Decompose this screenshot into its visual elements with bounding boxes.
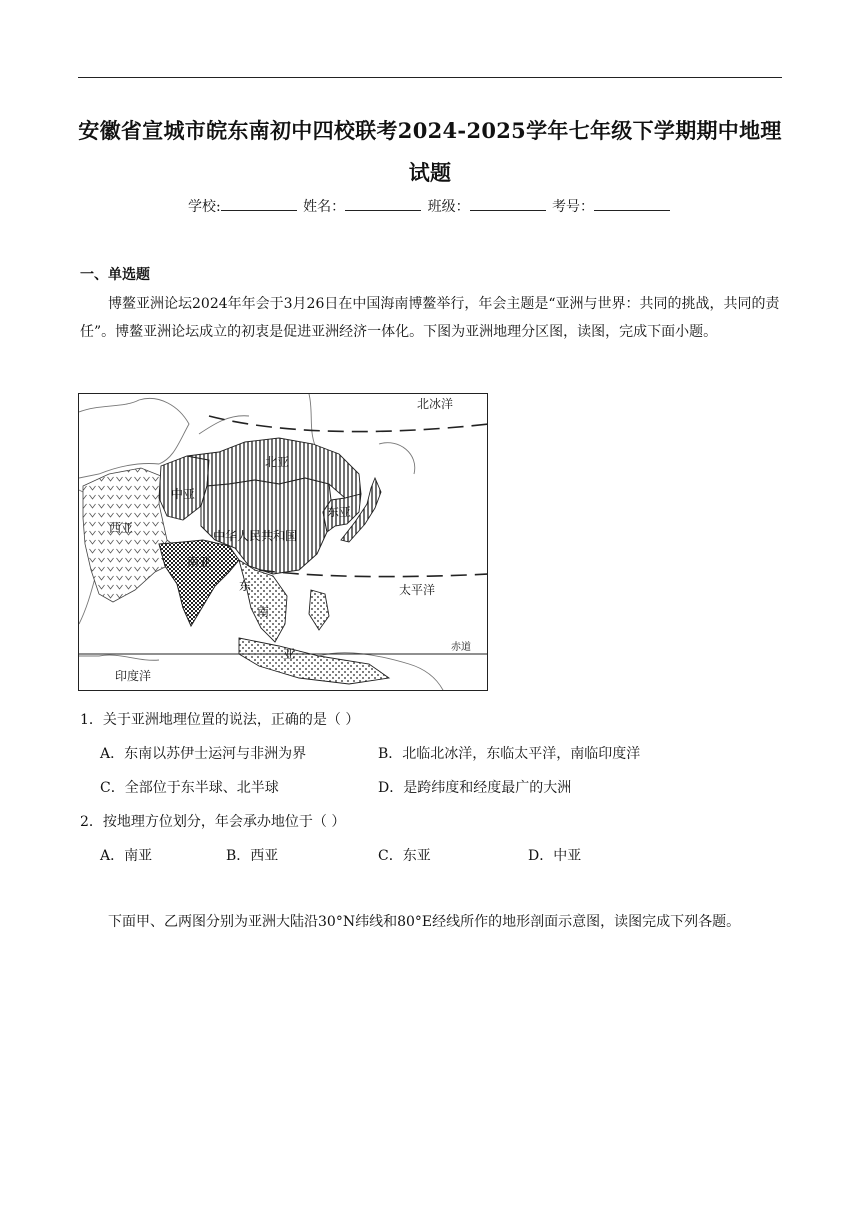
question-2-stem: 2．按地理方位划分，年会承办地位于（ ） — [80, 814, 346, 830]
philippines — [309, 590, 329, 630]
label-central-asia: 中亚 — [171, 487, 196, 501]
label-pacific: 太平洋 — [399, 583, 436, 597]
q1-option-c[interactable]: C．全部位于东半球、北半球 — [100, 780, 279, 796]
arctic-circle-line — [209, 416, 488, 432]
label-sea-dong: 东 — [239, 579, 252, 593]
q1-option-a[interactable]: A．东南以苏伊士运河与非洲为界 — [100, 746, 307, 762]
label-east-asia: 东亚 — [327, 505, 352, 519]
label-sea-nan: 南 — [257, 605, 270, 619]
asia-region-map — [78, 393, 488, 691]
class-blank[interactable] — [470, 197, 546, 211]
label-china: 中华人民共和国 — [213, 529, 298, 543]
q2-option-c[interactable]: C．东亚 — [378, 848, 431, 864]
sea-islands — [239, 638, 389, 684]
passage-1: 博鳌亚洲论坛2024年年会于3月26日在中国海南博鳌举行，年会主题是“亚洲与世界：共同的挑战，共同的责任”。博鳌亚洲论坛成立的初衷是促进亚洲经济一体化。下图为亚洲地理分区图，读图，完成下面小题。 — [80, 296, 780, 340]
name-label: 姓名： — [303, 199, 346, 215]
label-equator: 赤道 — [451, 642, 471, 653]
label-west-asia: 西亚 — [109, 521, 134, 535]
q2-option-b[interactable]: B．西亚 — [226, 848, 279, 864]
student-info — [0, 196, 860, 216]
passage-2: 下面甲、乙两图分别为亚洲大陆沿30°N纬线和80°E经线所作的地形剖面示意图，读图完成下列各题。 — [108, 914, 741, 930]
label-indian-ocean: 印度洋 — [115, 669, 152, 683]
label-north-asia: 北亚 — [265, 455, 290, 469]
school-label: 学校: — [187, 199, 221, 215]
page-title-cont: 试题 — [408, 160, 452, 185]
label-south-asia: 南亚 — [187, 555, 212, 569]
question-1-stem: 1．关于亚洲地理位置的说法，正确的是（ ） — [80, 712, 360, 728]
exam-no-label: 考号： — [552, 199, 595, 215]
q2-option-d[interactable]: D．中亚 — [528, 848, 582, 864]
school-blank[interactable] — [221, 197, 297, 211]
section-heading: 一、单选题 — [80, 267, 150, 283]
class-label: 班级： — [427, 199, 470, 215]
q1-option-b[interactable]: B．北临北冰洋，东临太平洋，南临印度洋 — [378, 746, 641, 762]
q1-option-d[interactable]: D．是跨纬度和经度最广的大洲 — [378, 780, 572, 796]
exam-no-blank[interactable] — [594, 197, 670, 211]
name-blank[interactable] — [345, 197, 421, 211]
label-sea-ya: 亚 — [283, 647, 296, 661]
header-rule — [78, 77, 782, 78]
label-arctic: 北冰洋 — [417, 397, 454, 411]
region-south-asia — [159, 540, 239, 626]
q2-option-a[interactable]: A．南亚 — [100, 848, 153, 864]
page-title: 安徽省宣城市皖东南初中四校联考2024-2025学年七年级下学期期中地理 — [78, 118, 782, 143]
